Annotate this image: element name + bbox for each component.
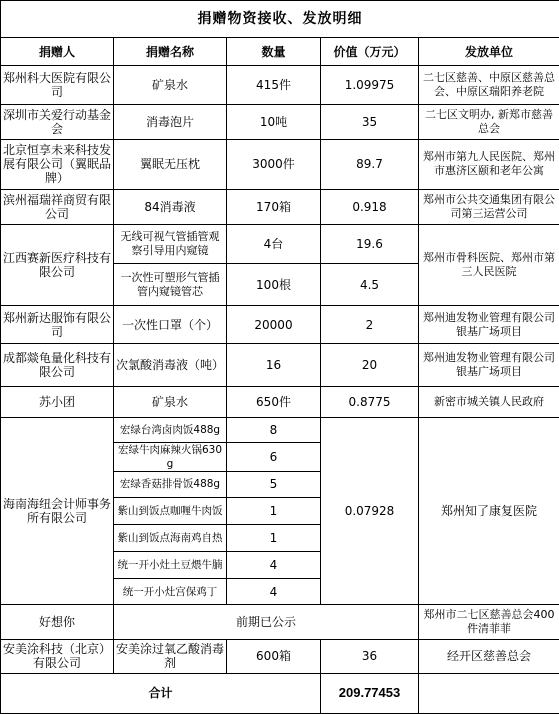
value-cell: 0.918 [321,189,419,224]
unit-cell: 新密市城关镇人民政府 [419,386,559,417]
item-cell: 一次性口罩（个） [114,306,227,344]
qty-cell: 20000 [227,306,321,344]
donor-cell: 深圳市关爱行动基金会 [1,105,114,139]
qty-cell: 600箱 [227,639,321,673]
value-cell: 4.5 [321,264,419,306]
table-row [1,306,559,344]
unit-cell: 郑州市骨科医院、郑州市第三人民医院 [419,224,559,305]
value-cell: 20 [321,344,419,386]
qty-cell: 4 [227,579,321,605]
item-cell: 无线可视气管插管观察引导用内窥镜 [114,224,227,263]
qty-cell: 3000件 [227,139,321,189]
unit-cell: 二七区文明办, 新郑市慈善总会 [419,105,559,139]
unit-cell: 经开区慈善总会 [419,639,559,673]
value-cell: 0.07928 [321,417,419,605]
total-value: 209.77453 [321,673,419,713]
total-row [1,673,559,713]
value-cell: 0.8775 [321,386,419,417]
qty-cell: 1 [227,525,321,552]
qty-cell: 170箱 [227,189,321,224]
qty-cell: 415件 [227,66,321,105]
unit-cell: 郑州市公共交通集团有限公司第三运营公司 [419,189,559,224]
item-cell: 宏绿牛肉麻辣火锅630g [114,442,227,471]
qty-cell: 5 [227,471,321,497]
item-cell: 统一开小灶宫保鸡丁 [114,579,227,605]
header-item: 捐赠名称 [114,38,227,66]
header-value: 价值（万元） [321,38,419,66]
unit-cell: 郑州市第九人民医院、郑州市惠济区颐和老年公寓 [419,139,559,189]
table-row [1,639,559,673]
qty-cell: 6 [227,442,321,471]
header-unit: 发放单位 [419,38,559,66]
item-cell: 紫山到饭点海南鸡自热 [114,525,227,552]
sheet-title: 捐赠物资接收、发放明细 [1,1,559,38]
value-cell: 89.7 [321,139,419,189]
item-cell: 一次性可塑形气管插管内窥镜管芯 [114,264,227,306]
total-label: 合计 [1,673,321,713]
header-qty: 数量 [227,38,321,66]
value-cell: 35 [321,105,419,139]
donor-cell: 安美涂科技（北京）有限公司 [1,639,114,673]
unit-cell: 二七区慈善、中原区慈善总会、中原区瑞阳养老院 [419,66,559,105]
table-row [1,386,559,417]
qty-cell: 8 [227,417,321,442]
donor-cell: 郑州新达服饰有限公司 [1,306,114,344]
table-row [1,66,559,105]
table-row [1,605,559,639]
item-cell: 次氯酸消毒液（吨） [114,344,227,386]
item-cell: 宏绿香菇排骨饭488g [114,471,227,497]
unit-cell: 郑州迪发物业管理有限公司银基广场项目 [419,306,559,344]
title-row [1,1,559,38]
unit-cell: 郑州市二七区慈善总会400件清菲菲 [419,605,559,639]
donor-cell: 滨州福瑞祥商贸有限公司 [1,189,114,224]
value-cell: 1.09975 [321,66,419,105]
table-row [1,224,559,263]
total-empty-cell [419,673,559,713]
qty-cell: 1 [227,498,321,525]
unit-cell: 郑州知了康复医院 [419,417,559,605]
qty-cell: 10吨 [227,105,321,139]
donor-cell: 郑州科大医院有限公司 [1,66,114,105]
value-cell: 36 [321,639,419,673]
qty-cell: 100根 [227,264,321,306]
qty-cell: 4 [227,552,321,579]
qty-cell: 4台 [227,224,321,263]
note-cell: 前期已公示 [114,605,419,639]
item-cell: 矿泉水 [114,66,227,105]
donor-cell: 好想你 [1,605,114,639]
table-row [1,189,559,224]
donor-cell: 江西赛新医疗科技有限公司 [1,224,114,305]
table-row [1,139,559,189]
table-row [1,344,559,386]
value-cell: 19.6 [321,224,419,263]
qty-cell: 16 [227,344,321,386]
item-cell: 统一开小灶土豆煨牛腩 [114,552,227,579]
donor-cell: 苏小团 [1,386,114,417]
item-cell: 宏绿台湾卤肉饭488g [114,417,227,442]
donor-cell: 成都燚龟量化科技有限公司 [1,344,114,386]
donor-cell: 北京恒享未来科技发展有限公司（翼眠品牌） [1,139,114,189]
item-cell: 翼眠无压枕 [114,139,227,189]
table-row [1,417,559,442]
value-cell: 2 [321,306,419,344]
qty-cell: 650件 [227,386,321,417]
item-cell: 紫山到饭点咖喱牛肉饭 [114,498,227,525]
header-row [1,38,559,66]
item-cell: 消毒泡片 [114,105,227,139]
donor-cell: 海南海纽会计师事务所有限公司 [1,417,114,605]
table-row [1,105,559,139]
header-donor: 捐赠人 [1,38,114,66]
item-cell: 安美涂过氧乙酸消毒剂 [114,639,227,673]
item-cell: 矿泉水 [114,386,227,417]
item-cell: 84消毒液 [114,189,227,224]
unit-cell: 郑州迪发物业管理有限公司银基广场项目 [419,344,559,386]
